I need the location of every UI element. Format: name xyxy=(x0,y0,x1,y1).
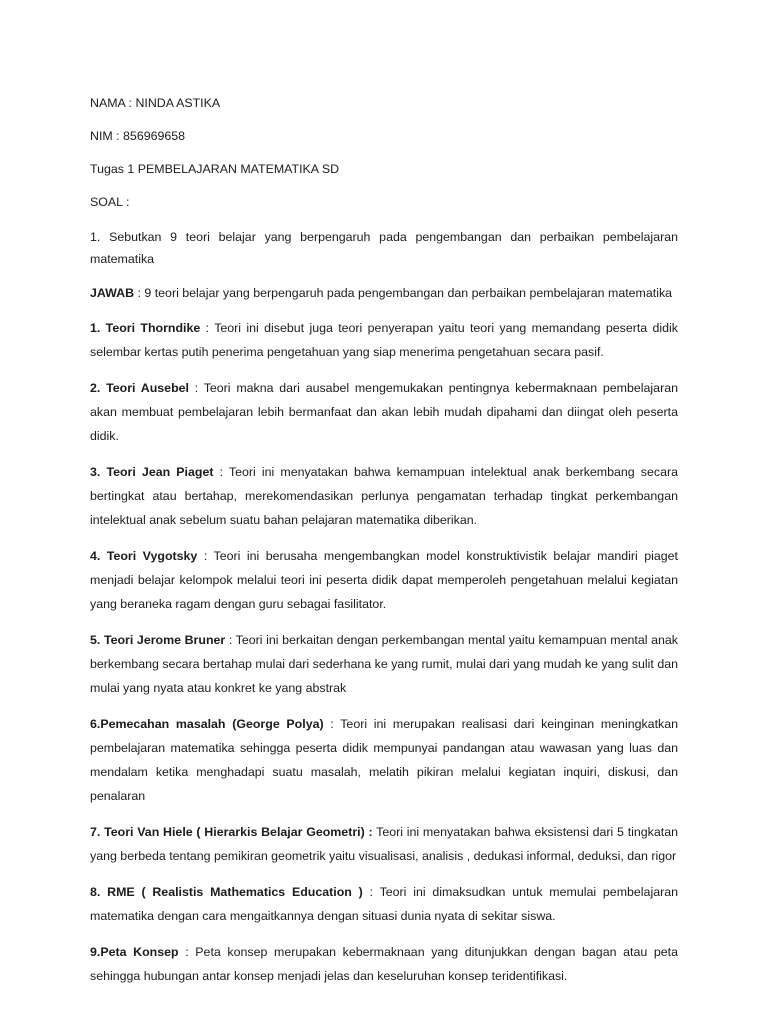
theory-term: 6.Pemecahan masalah (George Polya) xyxy=(90,717,324,731)
theory-description: Teori ini menyatakan bahwa eksistensi dari 5 tingkatan yang berbeda tentang pemikiran geometrik yaitu visualisasi, analisis , dedukasi informal, deduksi, dan rigor xyxy=(90,825,678,863)
theory-term: 4. Teori Vygotsky xyxy=(90,549,198,563)
theory-description: : Teori ini menyatakan bahwa kemampuan intelektual anak berkembang secara bertingkat atau bertahap, merekomendasikan perlunya pengamatan terhadap tingkat perkembangan intelektual anak sebelum suatu bahan pelajaran matematika diberikan. xyxy=(90,465,678,527)
theory-item xyxy=(90,820,678,868)
theory-description: : Teori ini disebut juga teori penyerapan yaitu teori yang memandang peserta didik selembar kertas putih penerima pengetahuan yang siap menerima pengetahuan secara pasif. xyxy=(90,321,679,359)
theory-description: : Peta konsep merupakan kebermaknaan yang ditunjukkan dengan bagan atau peta sehingga hubungan antar konsep menjadi jelas dan keseluruhan konsep teridentifikasi. xyxy=(90,945,678,983)
question-text: 1. Sebutkan 9 teori belajar yang berpengaruh pada pengembangan dan perbaikan pembelajaran matematika xyxy=(90,230,678,266)
theory-item xyxy=(90,940,678,988)
student-name: NAMA : NINDA ASTIKA xyxy=(90,96,221,110)
theory-term: 7. Teori Van Hiele ( Hierarkis Belajar Geometri) : xyxy=(90,825,373,839)
student-nim: NIM : 856969658 xyxy=(90,129,186,143)
theory-item xyxy=(90,544,678,616)
theory-description: : Teori makna dari ausabel mengemukakan pentingnya kebermaknaan pembelajaran akan membuat pembelajaran lebih bermanfaat dan akan lebih mudah dipahami dan diingat oleh peserta didik. xyxy=(90,381,678,443)
theory-description: : Teori ini berusaha mengembangkan model konstruktivistik belajar mandiri piaget menjadi belajar kelompok melalui teori ini peserta didik dapat memperoleh pengetahuan melalui kegiatan yang beraneka ragam dengan guru sebagai fasilitator. xyxy=(90,549,678,611)
theory-item xyxy=(90,460,678,532)
theory-term: 3. Teori Jean Piaget xyxy=(90,465,214,479)
theory-item xyxy=(90,628,678,700)
theory-item xyxy=(90,376,678,448)
theory-description: : Teori ini dimaksudkan untuk memulai pembelajaran matematika dengan cara mengaitkannya dengan situasi dunia nyata di sekitar siswa. xyxy=(90,885,678,923)
answer-intro xyxy=(90,282,678,304)
theory-item xyxy=(90,316,678,364)
soal-label: SOAL : xyxy=(90,195,130,209)
answer-text: : 9 teori belajar yang berpengaruh pada pengembangan dan perbaikan pembelajaran matematika xyxy=(134,286,673,300)
theory-term: 1. Teori Thorndike xyxy=(90,321,201,335)
theory-term: 5. Teori Jerome Bruner xyxy=(90,633,226,647)
theory-term: 8. RME ( Realistis Mathematics Education ) xyxy=(90,885,363,899)
theory-description: : Teori ini merupakan realisasi dari keinginan meningkatkan pembelajaran matematika sehingga peserta didik mempunyai pandangan atau wawasan yang luas dan mendalam ketika menghadapi suatu masalah, melatih pikiran melalui kegiatan inquiri, diskusi, dan penalaran xyxy=(90,717,678,803)
theory-term: 9.Peta Konsep xyxy=(90,945,179,959)
theory-item xyxy=(90,712,678,808)
assignment-title: Tugas 1 PEMBELAJARAN MATEMATIKA SD xyxy=(90,162,340,176)
theory-item xyxy=(90,880,678,928)
theory-term: 2. Teori Ausebel xyxy=(90,381,189,395)
theory-description: : Teori ini berkaitan dengan perkembangan mental yaitu kemampuan mental anak berkembang secara bertahap mulai dari sederhana ke yang rumit, mulai dari yang mudah ke yang sulit dan mulai yang nyata atau konkret ke yang abstrak xyxy=(90,633,678,695)
answer-label: JAWAB xyxy=(90,286,135,300)
